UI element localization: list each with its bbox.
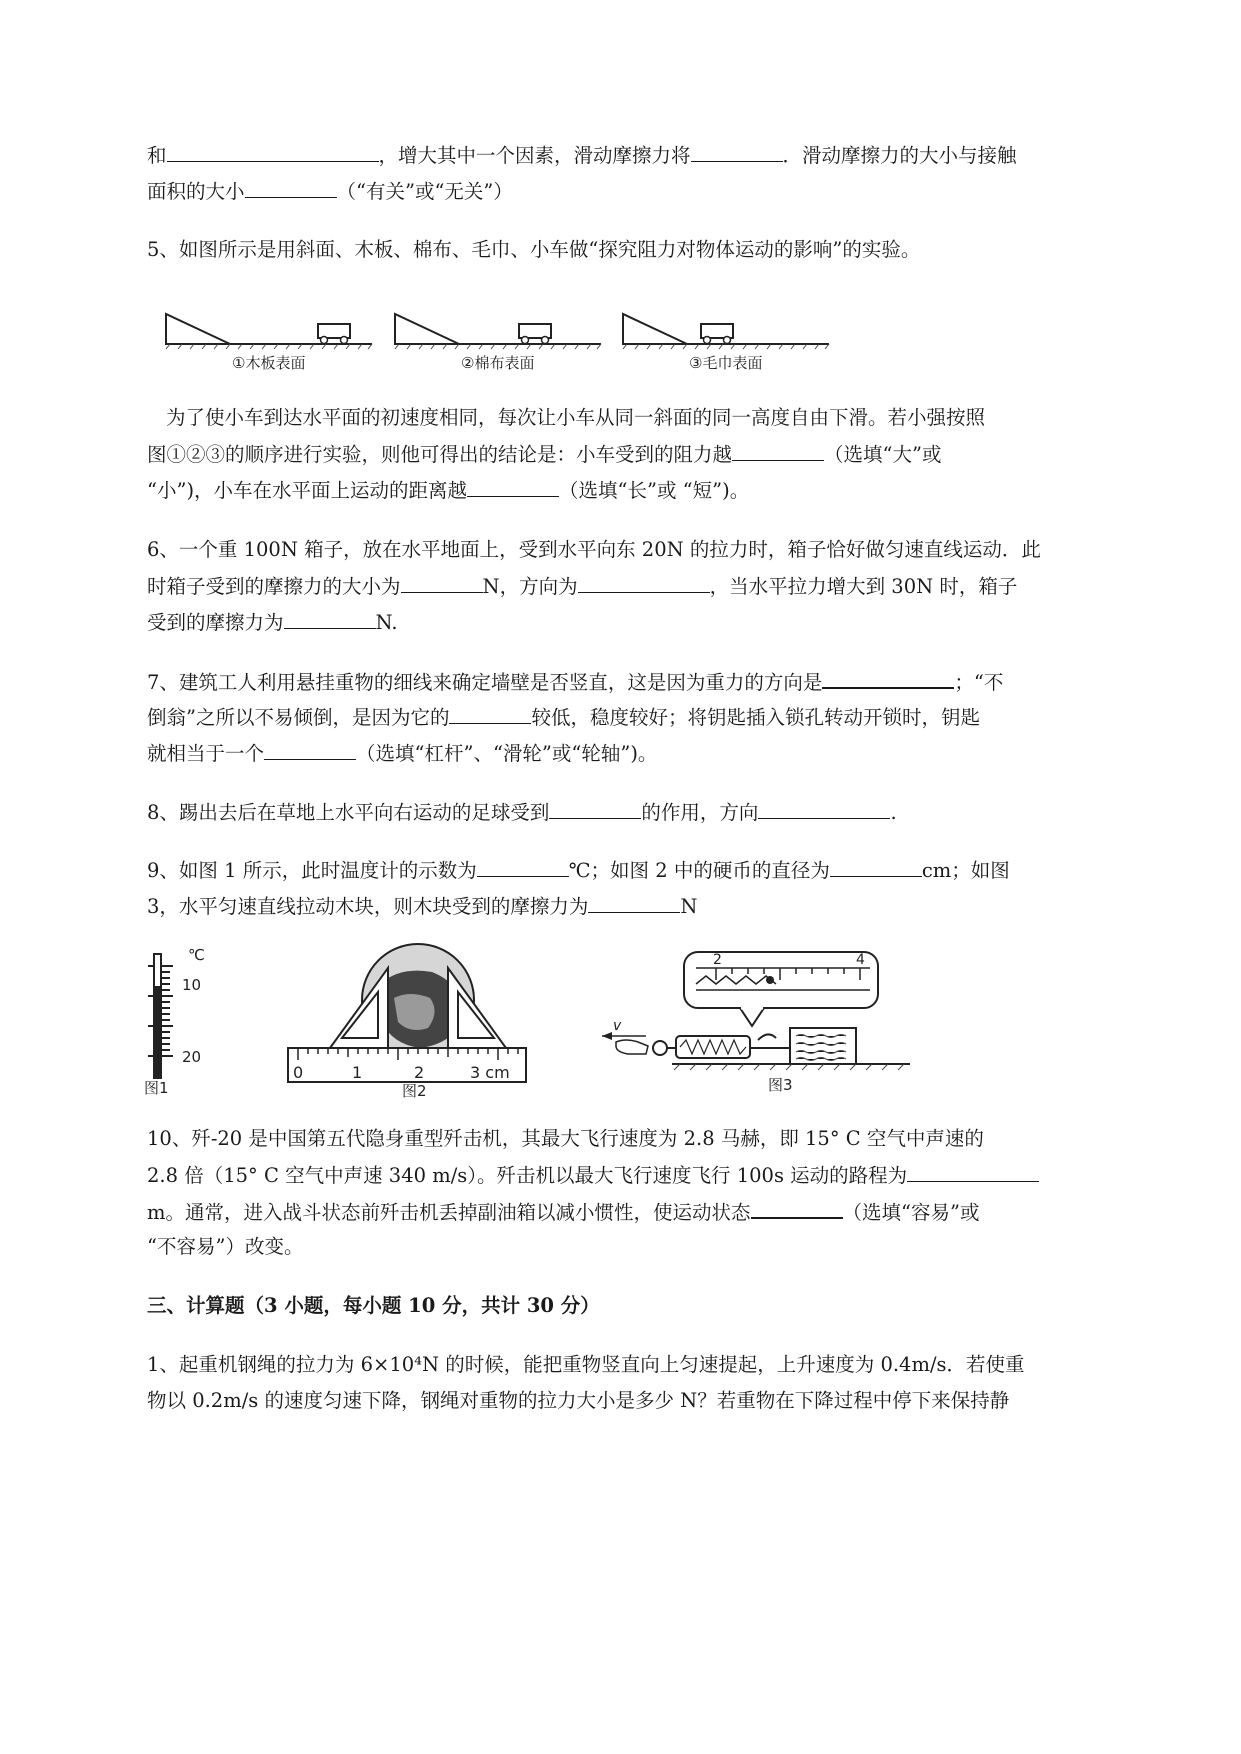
fig3-caption: 图3: [768, 1076, 793, 1094]
q4-text: 和: [147, 144, 167, 167]
fig2-caption: 图2: [402, 1082, 427, 1098]
q8-text: 的作用，方向: [641, 801, 759, 824]
q9-blank-2[interactable]: [830, 856, 922, 877]
q4-line1: [147, 141, 1017, 170]
q4-text: （“有关”或“无关”）: [336, 180, 513, 203]
q6-line2: [147, 572, 1017, 601]
q9-line2: [147, 892, 697, 921]
q5-text: 图①②③的顺序进行实验，则他可得出的结论是：小车受到的阻力越: [147, 443, 733, 466]
q6-blank-3[interactable]: [284, 608, 376, 629]
q10-text: 2.8 倍（15° C 空气中声速 340 m/s）。歼击机以最大飞行速度飞行 100s 运动的路程为: [147, 1164, 908, 1187]
thermometer-tick-20: 20: [182, 1048, 202, 1066]
q4-text: 面积的大小: [147, 180, 245, 203]
q6-blank-1[interactable]: [401, 572, 483, 593]
q5-line1: 为了使小车到达水平面的初速度相同，每次让小车从同一斜面的同一高度自由下滑。若小强按照: [166, 406, 986, 429]
q4-blank-2[interactable]: [691, 141, 783, 162]
q5-panel-2: [395, 314, 601, 372]
q8-blank-1[interactable]: [549, 798, 641, 819]
q10-line1: 10、歼-20 是中国第五代隐身重型歼击机，其最大飞行速度为 2.8 马赫，即 15° C 空气中声速的: [147, 1127, 984, 1150]
ruler-tick-1: 1: [352, 1063, 363, 1082]
q10-text: m。通常，进入战斗状态前歼击机丢掉副油箱以减小惯性，使运动状态: [147, 1201, 751, 1224]
q6-blank-2[interactable]: [578, 572, 710, 593]
q9-blank-3[interactable]: [588, 892, 680, 913]
q8-text: .: [890, 801, 897, 824]
q7-line3: [147, 739, 657, 768]
q4-blank-3[interactable]: [245, 177, 337, 198]
calc-q1-line1: 1、起重机钢绳的拉力为 6×10⁴N 的时候，能把重物竖直向上匀速提起，上升速度为 0.4m/s．若使重: [147, 1353, 1025, 1376]
q5-stem: 5、如图所示是用斜面、木板、棉布、毛巾、小车做“探究阻力对物体运动的影响”的实验。: [147, 238, 921, 261]
q8-blank-2[interactable]: [758, 798, 890, 819]
q7-line2: [147, 703, 980, 732]
q9-figures: [140, 938, 920, 1098]
ruler-tick-3: 3 cm: [470, 1063, 510, 1082]
ruler-tick-2: 2: [414, 1063, 425, 1082]
q9-text: ℃；如图 2 中的硬币的直径为: [568, 859, 830, 882]
q10-blank-2[interactable]: [751, 1197, 843, 1219]
q7-text: ；“不: [954, 671, 1004, 694]
q6-text: ，当水平拉力增大到 30N 时，箱子: [709, 575, 1018, 598]
fig1-caption: 图1: [144, 1079, 169, 1097]
q5-text: （选填“大”或: [824, 443, 942, 466]
q5-label-1: ①木板表面: [232, 354, 306, 372]
q4-blank-1[interactable]: [167, 141, 379, 162]
ruler-tick-0: 0: [293, 1063, 304, 1082]
q7-text: 较低，稳度较好；将钥匙插入锁孔转动开锁时，钥匙: [531, 706, 980, 729]
q5-text: “小”)，小车在水平面上运动的距离越: [147, 479, 468, 502]
q4-text: ，增大其中一个因素，滑动摩擦力将: [378, 144, 691, 167]
q7-blank-2[interactable]: [449, 703, 531, 724]
q5-label-3: ③毛巾表面: [689, 354, 763, 372]
coin-ruler-figure: [288, 944, 526, 1098]
q5-blank-1[interactable]: [732, 440, 824, 461]
q8-text: 8、踢出去后在草地上水平向右运动的足球受到: [147, 801, 550, 824]
q6-text: N.: [375, 611, 398, 634]
thermometer-figure: [144, 946, 205, 1097]
q5-panel-1: [166, 314, 372, 372]
q7-text: （选填“杠杆”、“滑轮”或“轮轴”)。: [356, 742, 658, 765]
q7-text: 7、建筑工人利用悬挂重物的细线来确定墙壁是否竖直，这是因为重力的方向是: [147, 671, 823, 694]
q5-figure: [160, 300, 920, 380]
q9-text: N: [680, 895, 698, 918]
velocity-label: v: [613, 1018, 622, 1034]
thermometer-unit: ℃: [188, 946, 205, 964]
q6-text: 时箱子受到的摩擦力的大小为: [147, 575, 401, 598]
q10-text: （选填“容易”或: [842, 1201, 980, 1224]
hand-icon: [616, 1040, 648, 1054]
q5-line3: [147, 476, 749, 505]
q6-text: 受到的摩擦力为: [147, 611, 284, 634]
cart-icon: [519, 324, 551, 338]
q7-text: 倒翁”之所以不易倾倒，是因为它的: [147, 706, 450, 729]
q9-text: 3，水平匀速直线拉动木块，则木块受到的摩擦力为: [147, 895, 589, 918]
spring-scale-figure: [602, 952, 910, 1094]
q7-blank-1[interactable]: [822, 667, 954, 689]
calc-q1-line2: 物以 0.2m/s 的速度匀速下降，钢绳对重物的拉力大小是多少 N？若重物在下降过程中停下来保持静: [147, 1389, 1010, 1412]
q10-line2: [147, 1161, 1039, 1190]
q9-text: 9、如图 1 所示，此时温度计的示数为: [147, 859, 477, 882]
cart-icon: [318, 324, 350, 338]
q5-panel-3: [623, 314, 829, 372]
q6-text: N，方向为: [482, 575, 578, 598]
q9-text: cm；如图: [921, 859, 1010, 882]
q9-blank-1[interactable]: [477, 856, 569, 877]
q10-line3: [147, 1197, 979, 1227]
q8-line: [147, 798, 897, 827]
q7-line1: [147, 667, 1003, 697]
q7-text: 就相当于一个: [147, 742, 265, 765]
cart-icon: [701, 324, 733, 338]
q6-line3: [147, 608, 398, 637]
q4-line2: [147, 177, 513, 206]
q5-line2: [147, 440, 941, 469]
scale-label-4: 4: [856, 952, 865, 968]
q6-line1: 6、一个重 100N 箱子，放在水平地面上，受到水平向东 20N 的拉力时，箱子恰好做匀速直线运动．此: [147, 538, 1041, 561]
q5-label-2: ②棉布表面: [461, 354, 535, 372]
scale-label-2: 2: [713, 952, 722, 968]
triangle-ruler-right: [448, 968, 506, 1048]
q7-blank-3[interactable]: [264, 739, 356, 760]
thermometer-tick-10: 10: [182, 976, 202, 994]
triangle-ruler-left: [330, 968, 388, 1048]
section-3-title: 三、计算题（3 小题，每小题 10 分，共计 30 分）: [147, 1294, 600, 1317]
q10-blank-1[interactable]: [907, 1161, 1039, 1182]
q9-line1: [147, 856, 1010, 885]
q5-text: （选填“长”或 “短”)。: [559, 479, 750, 502]
q5-blank-2[interactable]: [467, 476, 559, 497]
q10-line4: “不容易”）改变。: [147, 1235, 304, 1258]
thermometer-liquid: [154, 986, 161, 1078]
q4-text: ．滑动摩擦力的大小与接触: [782, 144, 1017, 167]
